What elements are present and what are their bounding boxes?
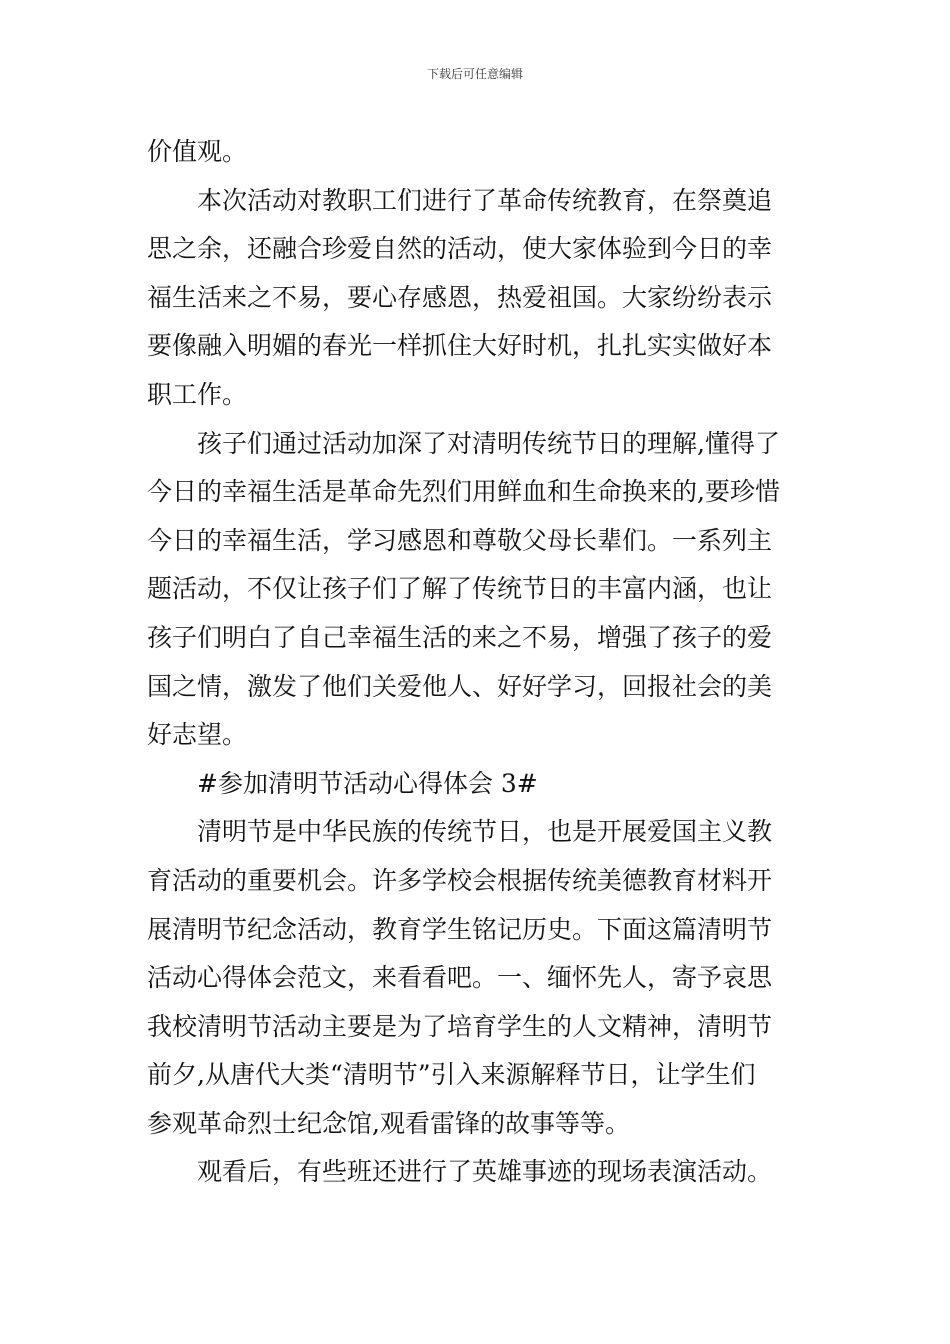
- text-line: 今日的幸福生活，学习感恩和尊敬父母长辈们。一系列主: [147, 525, 773, 555]
- text-line: 展清明节纪念活动，教育学生铭记历史。下面这篇清明节: [147, 914, 773, 944]
- text-line: 孩子们明白了自己幸福生活的来之不易，增强了孩子的爱: [147, 622, 773, 652]
- text-line: 育活动的重要机会。许多学校会根据传统美德教育材料开: [147, 865, 773, 895]
- text-line: 我校清明节活动主要是为了培育学生的人文精神，清明节: [147, 1011, 773, 1041]
- text-line: 福生活来之不易，要心存感恩，热爱祖国。大家纷纷表示: [147, 282, 773, 312]
- text-line: 今日的幸福生活是革命先烈们用鲜血和生命换来的,要珍惜: [147, 477, 780, 507]
- text-line: 思之余，还融合珍爱自然的活动，使大家体验到今日的幸: [147, 234, 773, 264]
- text-line: 要像融入明媚的春光一样抓住大好时机，扎扎实实做好本: [147, 331, 773, 361]
- text-line: 活动心得体会范文，来看看吧。一、缅怀先人，寄予哀思: [147, 963, 773, 993]
- text-line: 前夕,从唐代大类“清明节”引入来源解释节日，让学生们: [147, 1060, 756, 1090]
- section-heading: #参加清明节活动心得体会 3#: [197, 768, 538, 798]
- text-line: 题活动，不仅让孩子们了解了传统节日的丰富内涵，也让: [147, 574, 773, 604]
- text-line: 价值观。: [147, 137, 248, 166]
- paragraph-start: 观看后，有些班还进行了英雄事迹的现场表演活动。: [197, 1157, 773, 1187]
- text-line: 好志望。: [147, 720, 248, 750]
- header-note: 下载后可任意编辑: [426, 67, 523, 81]
- text-line: 参观革命烈士纪念馆,观看雷锋的故事等等。: [147, 1108, 630, 1138]
- document-body: [147, 128, 807, 1197]
- paragraph-start: 本次活动对教职工们进行了革命传统教育，在祭奠追: [197, 185, 773, 215]
- paragraph-start: 孩子们通过活动加深了对清明传统节日的理解,懂得了: [197, 428, 780, 458]
- text-line: 国之情，激发了他们关爱他人、好好学习，回报社会的美: [147, 671, 773, 701]
- text-line: 职工作。: [147, 379, 248, 409]
- paragraph-start: 清明节是中华民族的传统节日，也是开展爱国主义教: [197, 817, 773, 847]
